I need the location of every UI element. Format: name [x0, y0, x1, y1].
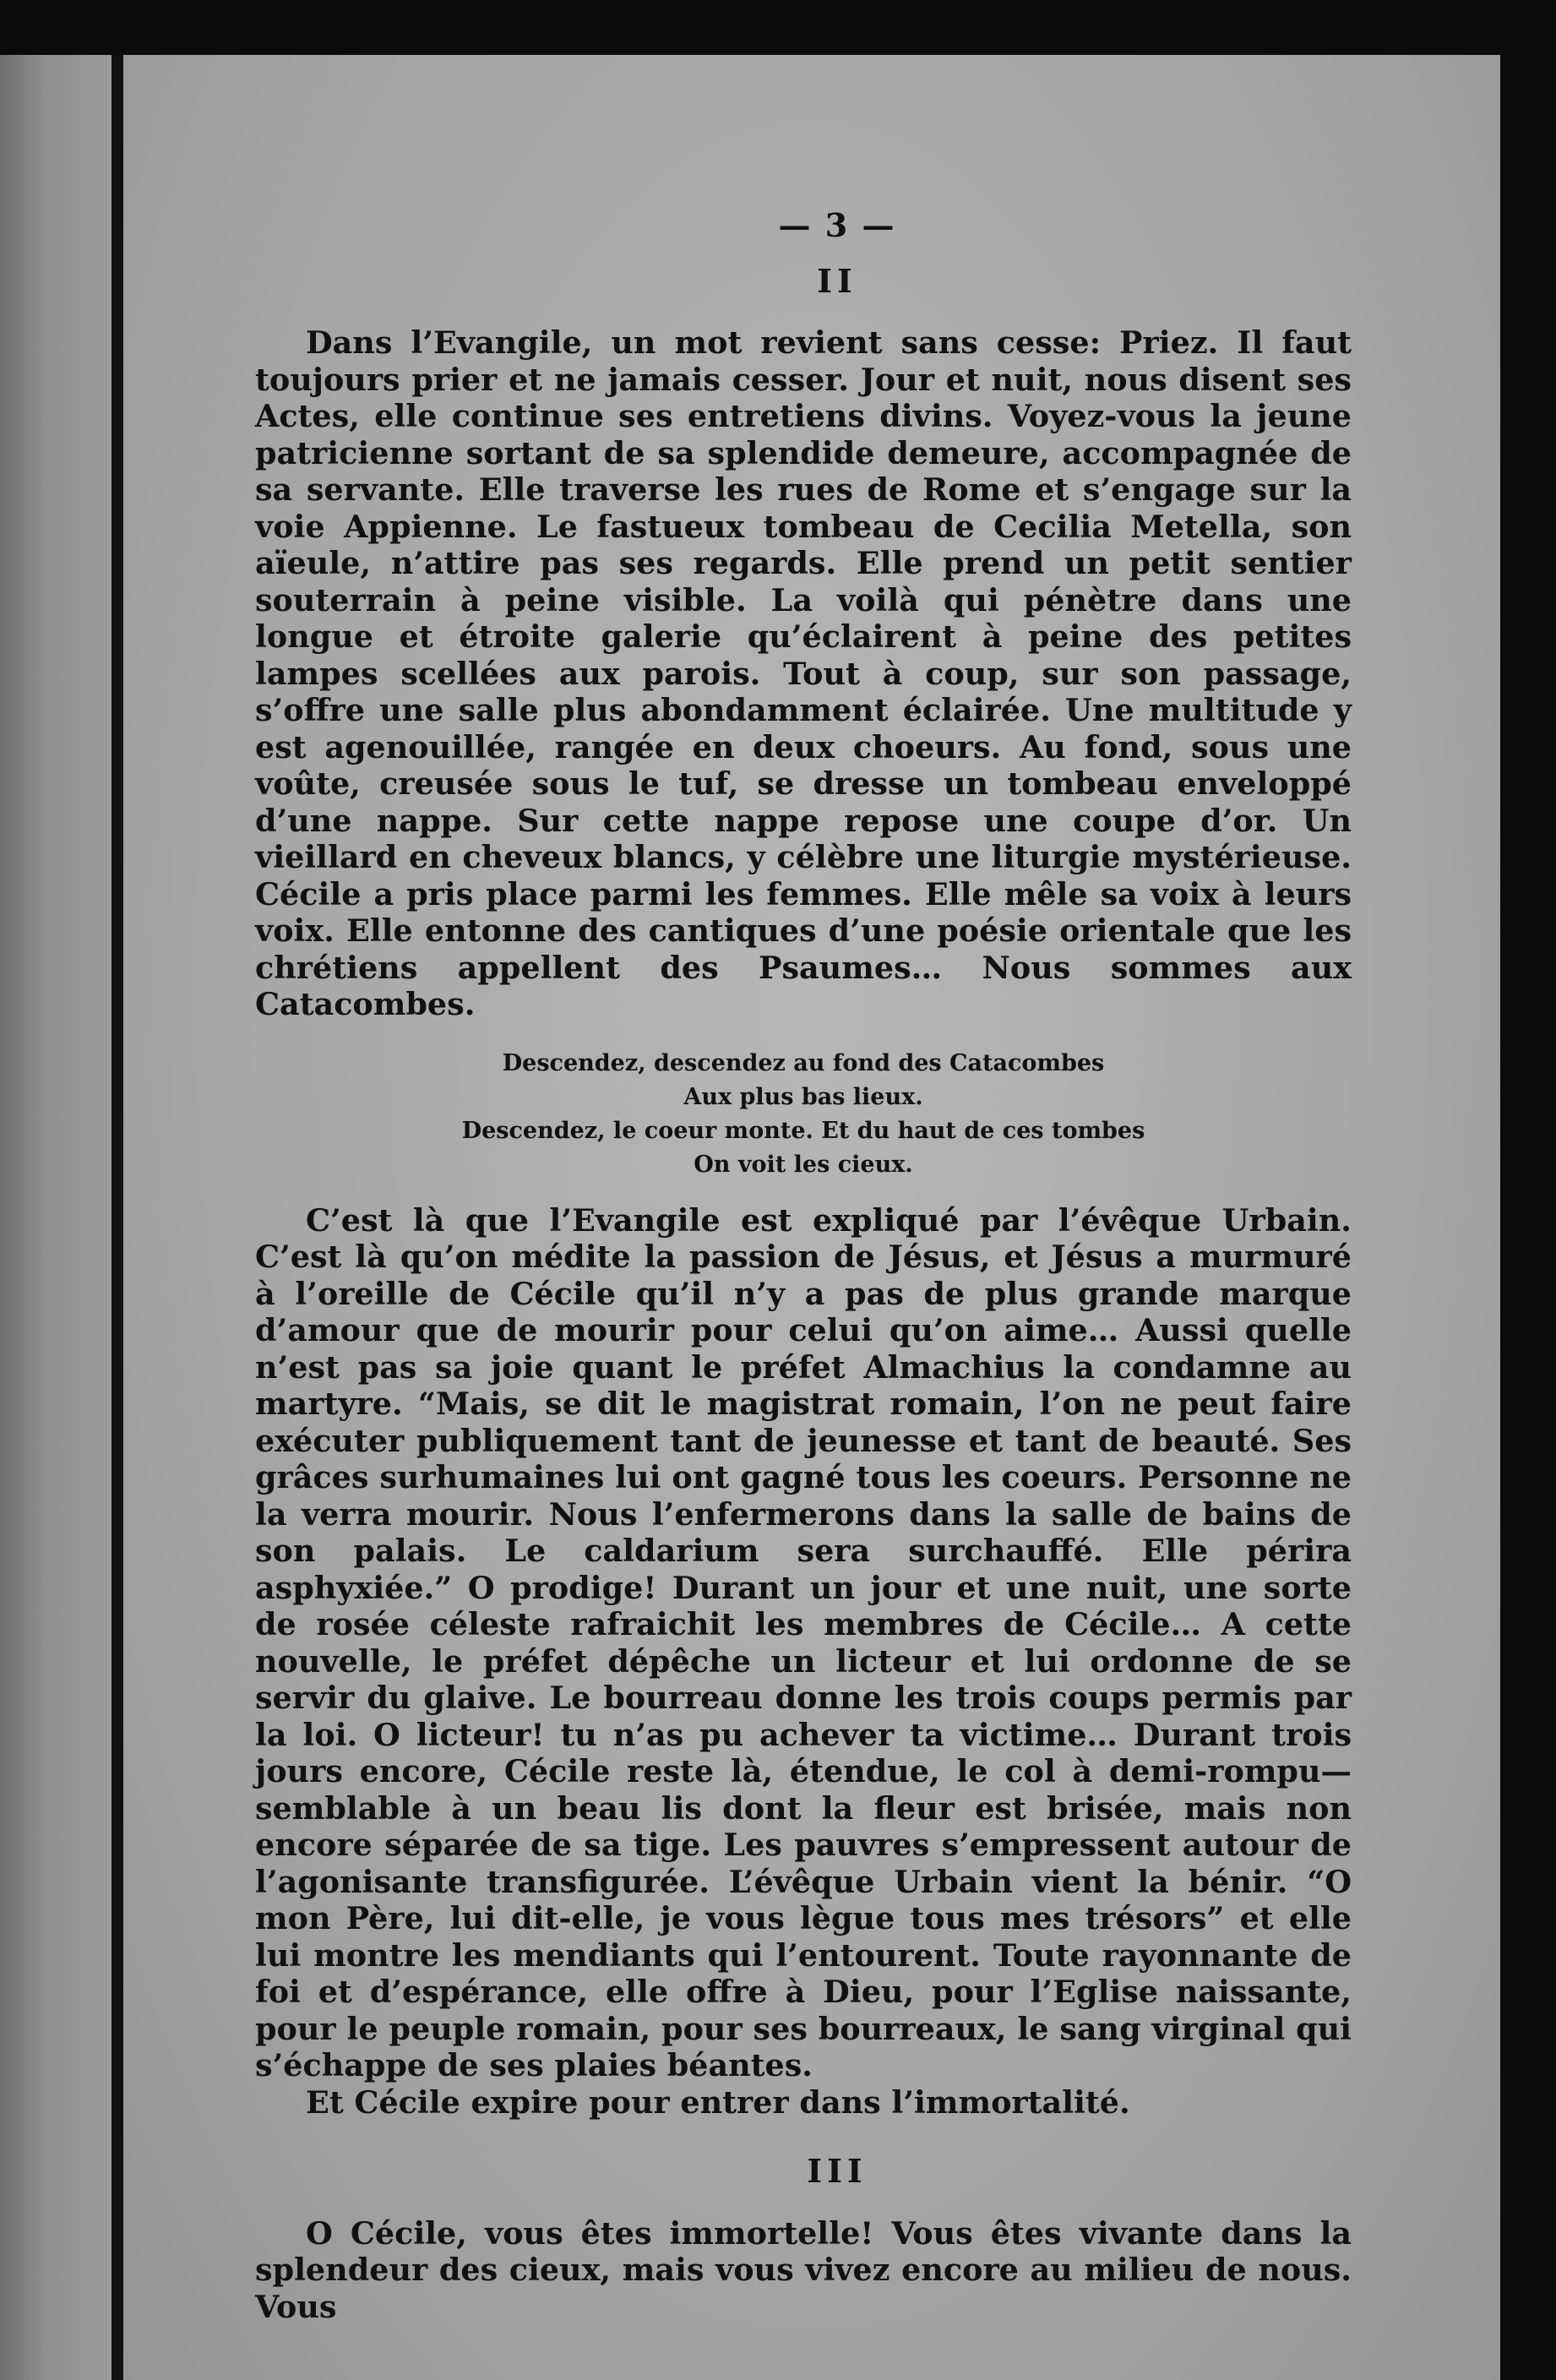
poem-quote	[255, 1047, 1352, 1182]
section-heading-iii: III	[807, 2152, 868, 2190]
facing-page-edge	[0, 55, 112, 2380]
poem-line: Descendez, le coeur monte. Et du haut de ces tombes	[461, 1117, 1145, 1144]
paragraph-catacombs: Dans l’Evangile, un mot revient sans cesse: Priez. Il faut toujours prier et ne jamais cesser. Jour et nuit, nous disent ses Actes, elle continue ses entretiens divins. Voyez-vous la jeune patricienne sortant de sa splendide demeure, accompagnée de sa servante. Elle traverse les rues de Rome et s’engage sur la voie Appienne. Le fastueux tombeau de Cecilia Metella, son aïeule, n’attire pas ses regards. Elle prend un petit sentier souterrain à peine visible. La voilà qui pénètre dans une longue et étroite galerie qu’éclairent à peine des petites lampes scellées aux parois. Tout à coup, sur son passage, s’offre une salle plus abondamment éclairée. Une multitude y est agenouillée, rangée en deux choeurs. Au fond, sous une voûte, creusée sous le tuf, se dresse un tombeau enveloppé d’une nappe. Sur cette nappe repose une coupe d’or. Un vieillard en cheveux blancs, y célèbre une liturgie mystérieuse. Cécile a pris place parmi les femmes. Elle mêle sa voix à leurs voix. Elle entonne des cantiques d’une poésie orientale que les chrétiens appellent des Psaumes… Nous sommes aux Catacombes.	[255, 324, 1352, 1022]
section-heading-ii: II	[817, 261, 857, 300]
paragraph-immortal: O Cécile, vous êtes immortelle! Vous êtes vivante dans la splendeur des cieux, mais vous vivez encore au milieu de nous. Vous	[255, 2214, 1352, 2325]
poem-line: On voit les cieux.	[694, 1151, 913, 1178]
poem-line: Descendez, descendez au fond des Catacombes	[502, 1049, 1105, 1076]
poem-line: Aux plus bas lieux.	[683, 1083, 923, 1110]
paragraph-martyrdom: C’est là que l’Evangile est expliqué par l’évêque Urbain. C’est là qu’on médite la passion de Jésus, et Jésus a murmuré à l’oreille de Cécile qu’il n’y a pas de plus grande marque d’amour que de mourir pour celui qu’on aime… Aussi quelle n’est pas sa joie quant le préfet Almachius la condamne au martyre. “Mais, se dit le magistrat romain, l’on ne peut faire exécuter publiquement tant de jeunesse et tant de beauté. Ses grâces surhumaines lui ont gagné tous les coeurs. Personne ne la verra mourir. Nous l’enfermerons dans la salle de bains de son palais. Le caldarium sera surchauffé. Elle périra asphyxiée.” O prodige! Durant un jour et une nuit, une sorte de rosée céleste rafraichit les membres de Cécile… A cette nouvelle, le préfet dépêche un licteur et lui ordonne de se servir du glaive. Le bourreau donne les trois coups permis par la loi. O licteur! tu n’as pu achever ta victime… Durant trois jours encore, Cécile reste là, étendue, le col à demi-rompu—semblable à un beau lis dont la fleur est brisée, mais non encore séparée de sa tige. Les pauvres s’empressent autour de l’agonisante transfigurée. L’évêque Urbain vient la bénir. “O mon Père, lui dit-elle, je vous lègue tous mes trésors” et elle lui montre les mendiants qui l’entourent. Toute rayonnante de foi et d’espérance, elle offre à Dieu, pour l’Eglise naissante, pour le peuple romain, pour ses bourreaux, le sang virginal qui s’échappe de ses plaies béantes.	[255, 1201, 1352, 2083]
paragraph-expires: Et Cécile expire pour entrer dans l’immortalité.	[306, 2083, 1130, 2121]
page-gutter	[112, 55, 123, 2380]
page-content	[255, 207, 1352, 2325]
page-number: — 3 —	[778, 206, 896, 244]
scan-border	[1500, 0, 1556, 2380]
